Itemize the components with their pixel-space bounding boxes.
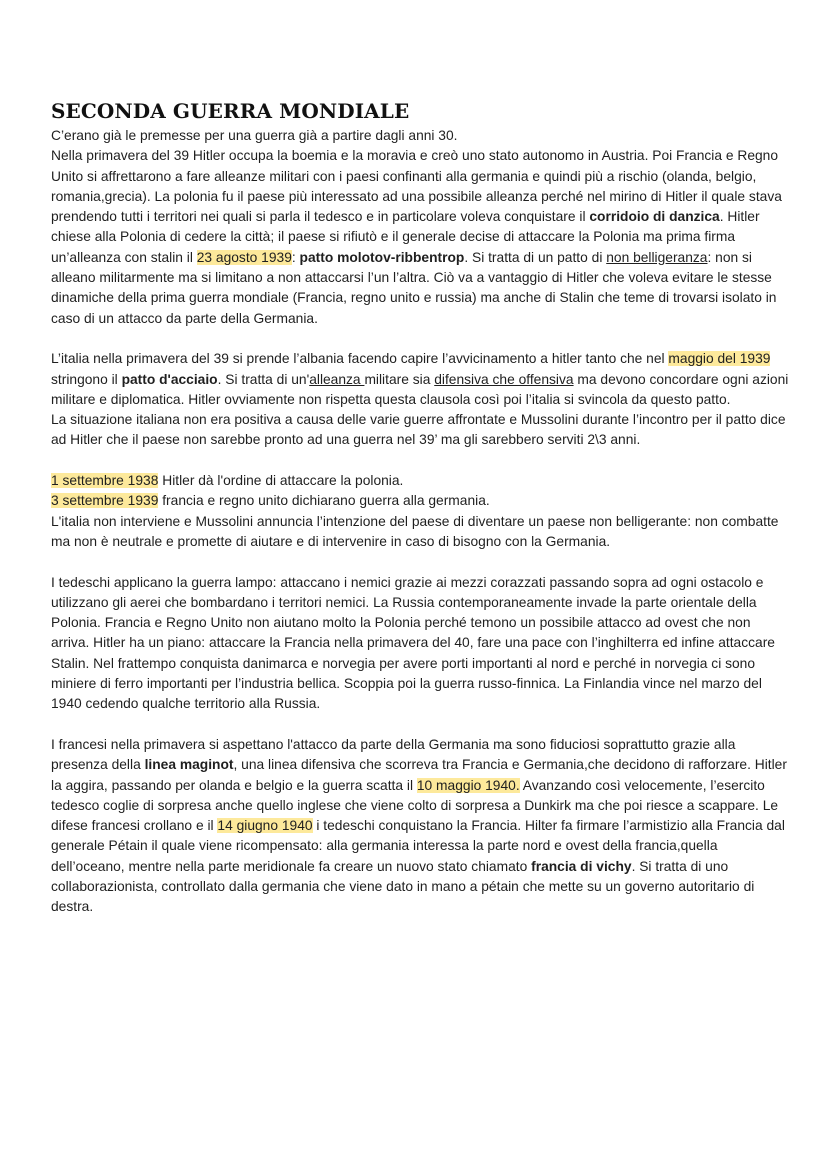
underlined-term: alleanza — [309, 371, 365, 387]
text: . Si tratta di un' — [217, 371, 310, 387]
paragraph-gap — [51, 451, 791, 471]
paragraph-gap — [51, 715, 791, 735]
highlighted-date: 10 maggio 1940. — [416, 777, 520, 793]
text: ma devono concordare ogni azioni militare e diplomatica. Hitler ovviamente non rispetta questa clausola così poi l’italia si svincola da questo patto. — [51, 371, 789, 407]
timeline-line-2 — [51, 491, 791, 511]
text: I francesi nella primavera si aspettano l'attacco da parte della Germania ma sono fiduciosi soprattutto grazie alla presenza della — [51, 736, 736, 773]
text: i tedeschi conquistano la Francia. Hilter fa firmare l’armistizio alla Francia dal generale Pétain il quale viene ricompensato: alla germania interessa la parte nord e ovest della francia,quella dell’oceano, mentre nella parte meridionale fa creare un nuovo stato chiamato — [51, 818, 785, 874]
underlined-term: non belligeranza — [606, 249, 708, 265]
timeline-line-1 — [51, 471, 791, 491]
highlighted-date: maggio del 1939 — [668, 351, 771, 367]
underlined-term: difensiva che offensiva — [434, 371, 574, 387]
highlighted-date: 3 settembre 1939 — [51, 493, 159, 509]
highlighted-date: 14 giugno 1940 — [217, 818, 313, 834]
highlighted-date: 1 settembre 1938 — [51, 473, 159, 489]
text: stringono il — [51, 371, 122, 387]
text: . Si tratta di un patto di — [464, 249, 607, 265]
text: : non si alleano militarmente ma si limitano a non attaccarsi l’un l’altra. Ciò va a vantaggio di Hitler che voleva evitare le stesse dinamiche della prima guerra mondiale (Francia, regno unito e russia) ma anche di Stalin che teme di trovarsi isolato in caso di un attacco da parte della Germania. — [51, 249, 777, 326]
text: militare sia — [364, 371, 435, 387]
text: Nella primavera del 39 Hitler occupa la boemia e la moravia e creò uno stato autonomo in Austria. Poi Francia e Regno Unito si affrettarono a fare alleanze militari con i paesi confinanti alla germania e quindi più a rischio (olanda, belgio, romania,grecia). La polonia fu il paese più interessato ad una possibile alleanza perché nel mirino di Hitler il quale stava prendendo tutti i territori nei quali si parla il tedesco e in particolare voleva conquistare il — [51, 148, 782, 225]
text: L’italia nella primavera del 39 si prende l’albania facendo capire l’avvicinamento a hitler tanto che nel — [51, 351, 669, 367]
paragraph-gap — [51, 329, 791, 349]
document-page — [51, 98, 791, 918]
text: francia e regno unito dichiarano guerra alla germania. — [158, 493, 490, 509]
bold-term: corridoio di danzica — [589, 209, 720, 225]
text: . Si tratta di uno collaborazionista, controllato dalla germania che viene dato in mano a pétain che mette su un governo autoritario di destra. — [51, 858, 755, 915]
text: : — [291, 249, 300, 265]
paragraph-blitzkrieg: I tedeschi applicano la guerra lampo: attaccano i nemici grazie ai mezzi corazzati passando sopra ad ogni ostacolo e utilizzano gli aerei che bombardano i territori nemici. La Russia contemporaneamente invade la parte orientale della Polonia. Francia e Regno Unito non aiutano molto la Polonia perché temono un possibile attacco ad ovest che non arriva. Hitler ha un piano: attaccare la Francia nella primavera del 40, fare una pace con l’inghilterra ed infine attaccare Stalin. Nel frattempo conquista danimarca e norvegia per avere porti importanti al nord e perché in norvegia ci sono miniere di ferro importanti per l’industria bellica. Scoppia poi la guerra russo-finnica. La Finlandia vince nel marzo del 1940 cedendo qualche territorio alla Russia. — [51, 574, 775, 712]
paragraph-italy-nonbelligerent: L'italia non interviene e Mussolini annuncia l’intenzione del paese di diventare un paese non belligerante: non combatte ma non è neutrale e promette di aiutare e di intervenire in caso di bisogno con la Germania. — [51, 513, 779, 549]
bold-term: patto molotov-ribbentrop — [299, 249, 465, 265]
text: . Hitler chiese alla Polonia di cedere la città; il paese si rifiutò e il generale decise di attaccare la Polonia ma prima firma un’alleanza con stalin il — [51, 209, 760, 265]
text: Hitler dà l'ordine di attaccare la polonia. — [158, 473, 404, 489]
text: , una linea difensiva che scorreva tra Francia e Germania,che decidono di rafforzare. Hitler la aggira, passando per olanda e belgio e la guerra scatta il — [51, 757, 787, 793]
text: Avanzando così velocemente, l’esercito tedesco coglie di sorpresa anche quello inglese che viene colto di sorpresa a Dunkirk ma che poi riesce a scappare. Le difese francesi crollano e il — [51, 777, 779, 834]
paragraph-italy — [51, 349, 791, 410]
highlighted-date: 23 agosto 1939 — [196, 249, 292, 265]
paragraph-france — [51, 735, 791, 918]
page-title: SECONDA GUERRA MONDIALE — [51, 99, 410, 123]
bold-term: francia di vichy — [531, 858, 632, 874]
bold-term: linea maginot — [144, 757, 234, 773]
paragraph-gap — [51, 552, 791, 572]
intro-line: C’erano già le premesse per una guerra già a partire dagli anni 30. — [51, 128, 458, 143]
paragraph-poland — [51, 146, 791, 329]
paragraph-italy-situation: La situazione italiana non era positiva a causa delle varie guerre affrontate e Mussolini durante l’incontro per il patto dice ad Hitler che il paese non sarebbe pronto ad una guerra nel 39’ ma gli sarebbero serviti 2\3 anni. — [51, 412, 786, 448]
bold-term: patto d'acciaio — [121, 371, 218, 387]
